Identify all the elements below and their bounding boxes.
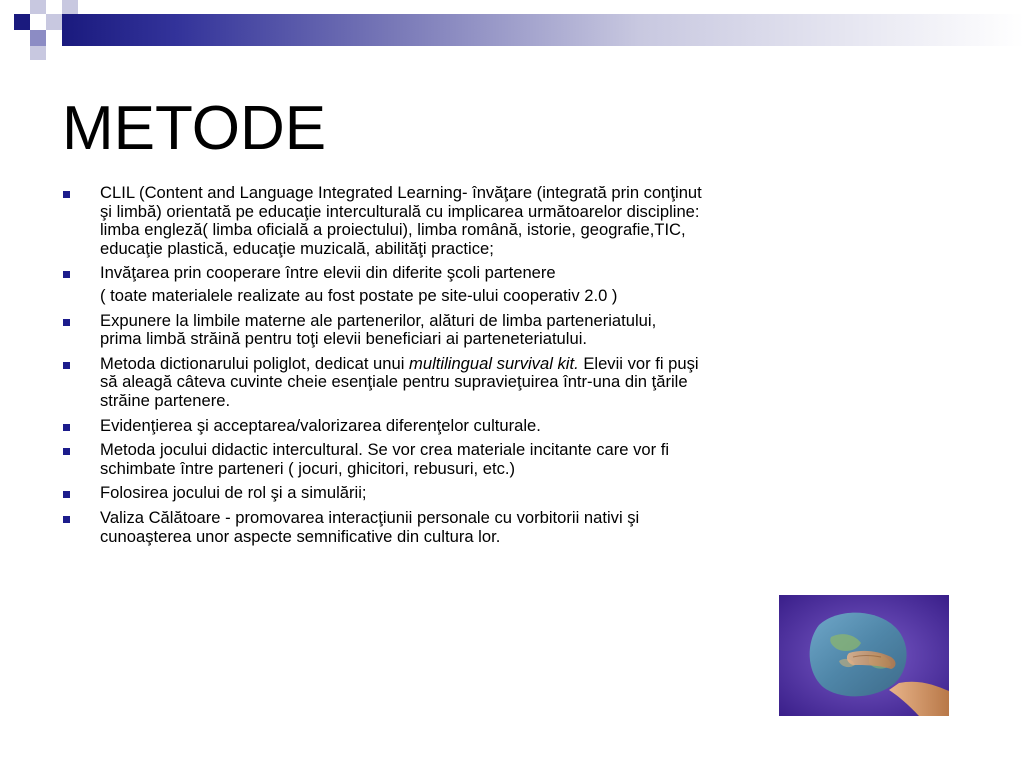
list-item bbox=[62, 312, 702, 349]
bullet-list bbox=[62, 184, 702, 552]
list-item-text: Metoda dictionarului poliglot, dedicat unui bbox=[100, 353, 410, 373]
list-item bbox=[62, 264, 702, 283]
list-item bbox=[62, 484, 702, 503]
list-item-text: ( toate materialele realizate au fost postate pe site-ului cooperativ 2.0 ) bbox=[100, 285, 618, 305]
list-item bbox=[62, 441, 702, 478]
list-item-text: CLIL (Content and Language Integrated Learning- învăţare (integrată prin conţinut şi limbă) orientată pe educaţie interculturală cu implicarea următoarelor discipline: limba engleză( limba oficială a proiectului), limba română, istorie, geografie,TIC, educaţie plastică, educaţie muzicală, abilităţi practice; bbox=[100, 183, 702, 258]
list-item-text: Valiza Călătoare - promovarea interacţiunii personale cu vorbitorii nativi şi cunoaşterea unor aspecte semnificative din cultura lor. bbox=[100, 507, 640, 546]
list-item bbox=[62, 509, 702, 546]
square-bullet-icon bbox=[63, 319, 70, 326]
decor-square bbox=[30, 30, 46, 46]
square-bullet-icon bbox=[63, 271, 70, 278]
square-bullet-icon bbox=[63, 448, 70, 455]
decor-square bbox=[46, 14, 62, 30]
list-item-text: Expunere la limbile materne ale partenerilor, alături de limba parteneriatului, prima limbă străină pentru toţi elevii beneficiari ai parteneteriatului. bbox=[100, 310, 657, 349]
decor-square bbox=[62, 0, 78, 14]
square-bullet-icon bbox=[63, 362, 70, 369]
decor-square bbox=[14, 14, 30, 30]
decor-square bbox=[30, 0, 46, 14]
decor-square bbox=[30, 46, 46, 60]
header-gradient-band bbox=[62, 14, 1024, 46]
slide-title: METODE bbox=[62, 94, 327, 163]
square-bullet-icon bbox=[63, 516, 70, 523]
list-item bbox=[62, 184, 702, 258]
list-item bbox=[62, 355, 702, 411]
square-bullet-icon bbox=[63, 191, 70, 198]
list-item-text: Metoda jocului didactic intercultural. Se vor crea materiale incitante care vor fi schimbate între parteneri ( jocuri, ghicitori, rebusuri, etc.) bbox=[100, 440, 670, 478]
square-bullet-icon bbox=[63, 491, 70, 498]
list-item-text: Invăţarea prin cooperare între elevii din diferite şcoli partenere bbox=[100, 263, 556, 283]
square-bullet-icon bbox=[63, 424, 70, 431]
header-decoration bbox=[0, 0, 1024, 60]
list-item bbox=[62, 417, 702, 436]
decor-square bbox=[46, 30, 62, 46]
hands-globe-photo bbox=[779, 595, 949, 716]
list-item-text: Folosirea jocului de rol şi a simulării; bbox=[100, 483, 367, 503]
list-item-text: Elevii vor fi puşi să aleagă câteva cuvinte cheie esenţiale pentru supravieţuirea într-una din ţările străine partenere. bbox=[100, 353, 699, 410]
list-item-italic-text: multilingual survival kit. bbox=[409, 353, 579, 373]
list-item-continuation bbox=[62, 287, 702, 306]
list-item-text: Evidenţierea şi acceptarea/valorizarea diferenţelor culturale. bbox=[100, 415, 541, 435]
